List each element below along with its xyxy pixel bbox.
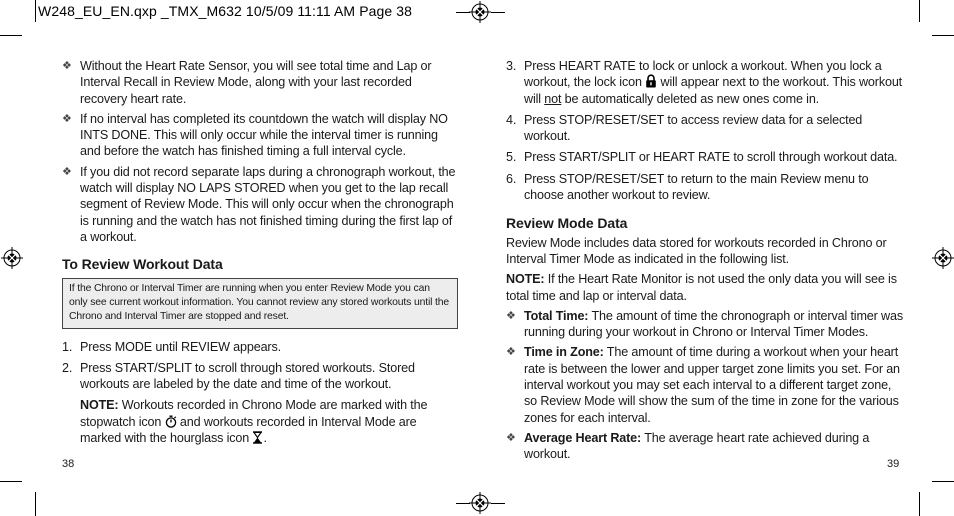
- crop-mark-top-center-left: [456, 12, 470, 13]
- crop-mark-bottom-left-v: [35, 492, 36, 516]
- crop-mark-top-center-right: [491, 12, 505, 13]
- hourglass-icon: [252, 431, 263, 444]
- diamond-bullet-icon: ❖: [62, 60, 72, 72]
- lock-icon: [645, 74, 657, 88]
- crop-mark-top-left-h: [0, 35, 22, 36]
- diamond-bullet-icon: ❖: [506, 346, 516, 359]
- list-item: 1. Press MODE until REVIEW appears.: [62, 339, 281, 354]
- note-paragraph: NOTE: If the Heart Rate Monitor is not used the only data you will see is total time and lap or interval data.: [506, 272, 897, 303]
- registration-mark-icon: [469, 1, 491, 23]
- list-item: ❖ If no interval has completed its countdown the watch will display NO INTS DONE. This will only occur while the interval timer is running and before the watch has finished timing a full interval cycle.: [62, 111, 448, 159]
- registration-mark-icon: [1, 247, 23, 269]
- page-number-left: 38: [62, 458, 75, 470]
- list-item: ❖ Without the Heart Rate Sensor, you will see total time and Lap or Interval Recall in Review Mode, along with your last recorded recovery heart rate.: [62, 59, 432, 106]
- right-page: [506, 58, 904, 467]
- crop-mark-bottom-center-left: [456, 503, 470, 504]
- print-slug: W248_EU_EN.qxp _TMX_M632 10/5/09 11:11 AM Page 38: [38, 3, 413, 19]
- list-item: 2. Press START/SPLIT to scroll through stored workouts. Stored workouts are labeled by the date and time of the workout.: [62, 360, 415, 392]
- left-page: [62, 58, 458, 450]
- crop-mark-top-left-v: [35, 0, 36, 22]
- list-item: 6. Press STOP/RESET/SET to return to the main Review menu to choose another workout to review.: [506, 171, 869, 203]
- list-item: 5. Press START/SPLIT or HEART RATE to scroll through workout data.: [506, 150, 898, 165]
- list-item: ❖ If you did not record separate laps during a chronograph workout, the watch will display NO LAPS STORED when you get to the lap recall segment of Review Mode. This will only occur when the chronograph is running and the watch has not finished timing during the first lap of a workout.: [62, 164, 456, 244]
- page-number-right: 39: [887, 458, 900, 470]
- crop-mark-bottom-center-right: [491, 503, 505, 504]
- crop-mark-bottom-left-h: [0, 481, 22, 482]
- section-heading: Review Mode Data: [506, 215, 628, 232]
- diamond-bullet-icon: ❖: [62, 165, 72, 178]
- list-item: ❖ Time in Zone: The amount of time during a workout when your heart rate is between the lower and upper target zone limits you set. For an interval workout you may set each interval to a different target zone, so Review Mode will show the sum of the time in zone for the various zones for each interval.: [506, 345, 900, 425]
- diamond-bullet-icon: ❖: [62, 112, 72, 125]
- stopwatch-icon: [165, 415, 177, 428]
- list-item: ❖ Total Time: The amount of time the chronograph or interval timer was running during your workout in Chrono or Interval Timer Modes.: [506, 308, 903, 340]
- callout-box: If the Chrono or Interval Timer are running when you enter Review Mode you can only see current workout information. You cannot review any stored workouts until the Chrono and Interval Timer are stopped and reset.: [62, 278, 458, 329]
- list-item: 4. Press STOP/RESET/SET to access review data for a selected workout.: [506, 112, 863, 144]
- list-item: 3. Press HEART RATE to lock or unlock a workout. When you lock a workout, the lock icon will appear next to the workout. This workout will not be automatically deleted as new ones come in.: [506, 59, 903, 106]
- crop-mark-top-right-v: [919, 0, 920, 22]
- list-item: ❖ Average Heart Rate: The average heart rate achieved during a workout.: [506, 430, 870, 462]
- registration-mark-icon: [932, 247, 954, 269]
- crop-mark-bottom-right-h: [932, 481, 954, 482]
- crop-mark-top-right-h: [932, 35, 954, 36]
- section-heading: To Review Workout Data: [62, 256, 223, 273]
- diamond-bullet-icon: ❖: [506, 309, 516, 322]
- intro-paragraph: Review Mode includes data stored for workouts recorded in Chrono or Interval Timer Mode as indicated in the following list.: [506, 235, 887, 266]
- crop-mark-bottom-right-v: [919, 492, 920, 516]
- note-paragraph: NOTE: Workouts recorded in Chrono Mode are marked with the stopwatch icon and workouts recorded in Interval Mode are marked with the hourglass icon .: [80, 398, 428, 446]
- registration-mark-icon: [469, 492, 491, 514]
- diamond-bullet-icon: ❖: [506, 431, 516, 444]
